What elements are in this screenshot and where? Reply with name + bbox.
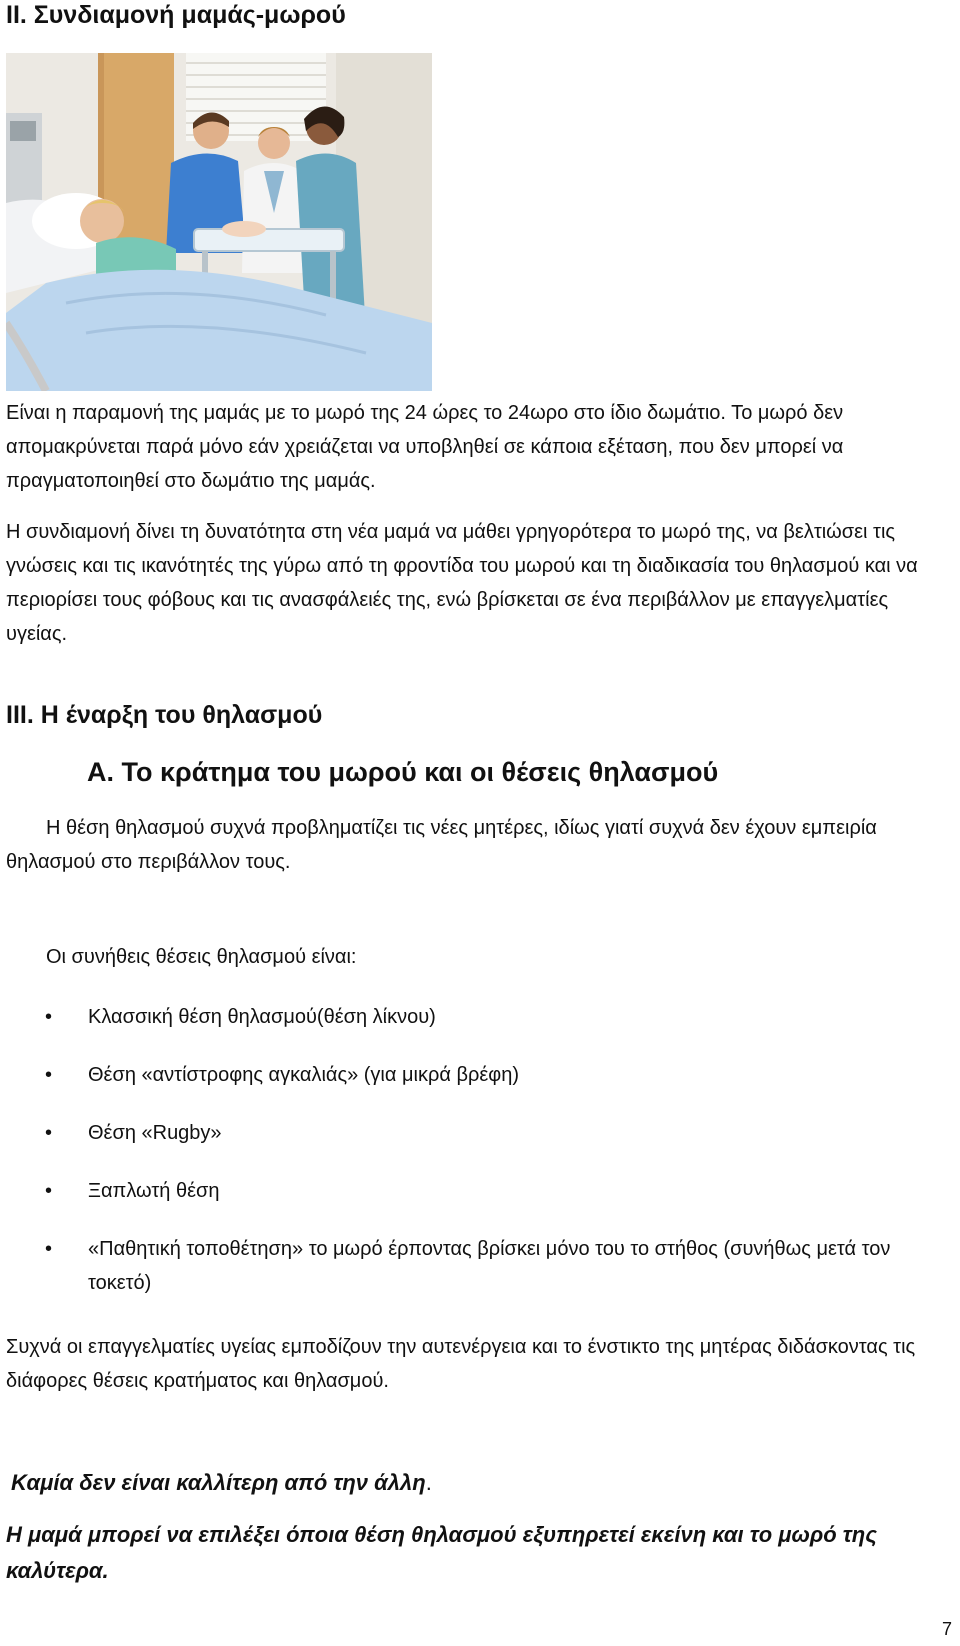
positions-list (0, 1000, 960, 1324)
rooming-in-definition: Είναι η παραμονή της μαμάς με το μωρό της 24 ώρες το 24ωρο στο ίδιο δωμάτιο. Το μωρό δεν απομακρύνεται παρά μόνο εάν χρειάζεται να υποβληθεί σε κάποια εξέταση, που δεν μπορεί να πραγματοποιηθεί στο δωμάτιο της μαμάς. (6, 402, 844, 492)
emphasis-period: . (425, 1470, 432, 1495)
bullet-icon: • (45, 1064, 53, 1086)
list-item (0, 1000, 948, 1034)
bullet-icon: • (45, 1180, 53, 1202)
positions-list-intro: Οι συνήθεις θέσεις θηλασμού είναι: (46, 946, 357, 968)
bullet-icon: • (45, 1238, 53, 1260)
emphasis-text: Καμία δεν είναι καλλίτερη από την άλλη (11, 1470, 426, 1495)
list-item-text: Θέση «Rugby» (88, 1122, 222, 1144)
hospital-room-photo (6, 53, 432, 391)
list-item (0, 1232, 948, 1300)
bullet-icon: • (45, 1006, 53, 1028)
section-ii-heading: ΙΙ. Συνδιαμονή μαμάς-μωρού (6, 1, 346, 29)
list-item-text: Ξαπλωτή θέση (88, 1180, 220, 1202)
list-item-text: «Παθητική τοποθέτηση» το μωρό έρποντας βρίσκει μόνο του το στήθος (συνήθως μετά τον τοκετό) (88, 1238, 891, 1294)
section-iii-heading: ΙΙΙ. Η έναρξη του θηλασμού (6, 701, 323, 729)
list-item (0, 1116, 948, 1150)
subsection-a-heading: Α. Το κράτημα του μωρού και οι θέσεις θηλασμού (87, 757, 719, 787)
page-number: 7 (941, 1619, 952, 1639)
emphasis-line-1 (11, 1465, 959, 1501)
list-item-text: Κλασσική θέση θηλασμού(θέση λίκνου) (88, 1006, 436, 1028)
closing-paragraph: Συχνά οι επαγγελματίες υγείας εμποδίζουν την αυτενέργεια και το ένστικτο της μητέρας διδάσκοντας τις διάφορες θέσεις κρατήματος και θηλασμού. (6, 1336, 916, 1392)
bullet-icon: • (45, 1122, 53, 1144)
rooming-in-benefits: Η συνδιαμονή δίνει τη δυνατότητα στη νέα μαμά να μάθει γρηγορότερα το μωρό της, να βελτιώσει τις γνώσεις και τις ικανότητές της γύρω από τη φροντίδα του μωρού και τη διαδικασία του θηλασμού και να περιορίσει τους φόβους και τις ανασφάλειές της, ενώ βρίσκεται σε ένα περιβάλλον με επαγγελματίες υγείας. (6, 521, 918, 645)
emphasis-line-2: Η μαμά μπορεί να επιλέξει όποια θέση θηλασμού εξυπηρετεί εκείνη και το μωρό της καλύτερα. (6, 1522, 877, 1583)
list-item-text: Θέση «αντίστροφης αγκαλιάς» (για μικρά βρέφη) (88, 1064, 519, 1086)
positions-intro-paragraph: Η θέση θηλασμού συχνά προβληματίζει τις νέες μητέρες, ιδίως γιατί συχνά δεν έχουν εμπειρία θηλασμού στο περιβάλλον τους. (6, 817, 877, 873)
list-item (0, 1174, 948, 1208)
list-item (0, 1058, 948, 1092)
